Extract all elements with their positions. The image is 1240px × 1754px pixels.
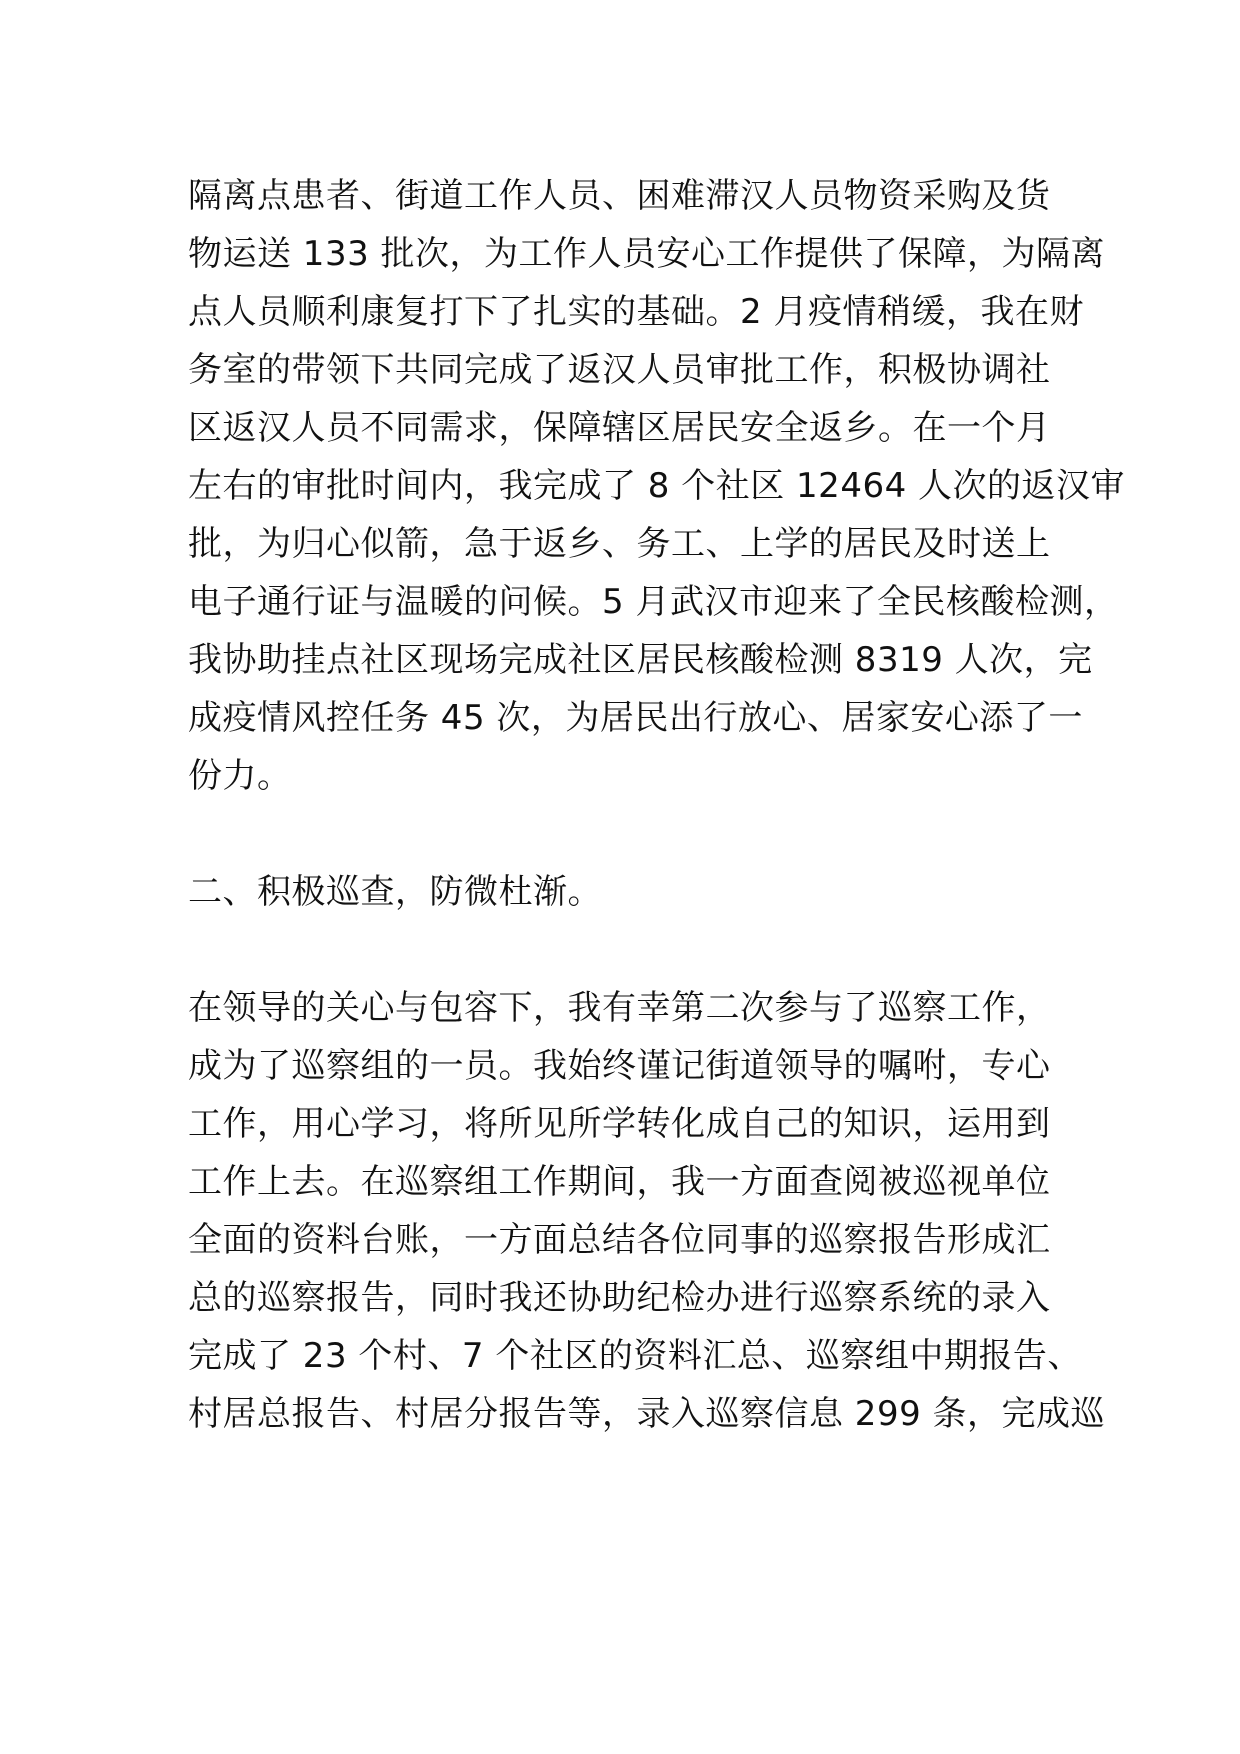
paragraph-2-line: 工作上去。在巡察组工作期间，我一方面查阅被巡视单位 — [188, 1162, 1051, 1202]
paragraph-1-line: 我协助挂点社区现场完成社区居民核酸检测 8319 人次，完 — [188, 640, 1093, 680]
paragraph-2-line: 总的巡察报告，同时我还协助纪检办进行巡察系统的录入 — [188, 1278, 1051, 1318]
paragraph-1-line: 批，为归心似箭，急于返乡、务工、上学的居民及时送上 — [188, 524, 1051, 564]
paragraph-2-line: 完成了 23 个村、7 个社区的资料汇总、巡察组中期报告、 — [188, 1336, 1082, 1376]
paragraph-1-line: 份力。 — [188, 756, 292, 796]
paragraph-2-line: 工作，用心学习，将所见所学转化成自己的知识，运用到 — [188, 1104, 1051, 1144]
paragraph-1-line: 隔离点患者、街道工作人员、困难滞汉人员物资采购及货 — [188, 176, 1051, 216]
paragraph-1-line: 左右的审批时间内，我完成了 8 个社区 12464 人次的返汉审 — [188, 466, 1126, 506]
paragraph-1-line: 电子通行证与温暖的问候。5 月武汉市迎来了全民核酸检测， — [188, 582, 1119, 622]
paragraph-1-line: 成疫情风控任务 45 次，为居民出行放心、居家安心添了一 — [188, 698, 1083, 738]
paragraph-2-line: 成为了巡察组的一员。我始终谨记街道领导的嘱咐，专心 — [188, 1046, 1051, 1086]
paragraph-2-line: 村居总报告、村居分报告等，录入巡察信息 299 条，完成巡 — [188, 1394, 1106, 1434]
paragraph-2-line: 在领导的关心与包容下，我有幸第二次参与了巡察工作， — [188, 988, 1051, 1028]
paragraph-1-line: 务室的带领下共同完成了返汉人员审批工作，积极协调社 — [188, 350, 1051, 390]
paragraph-1-line: 物运送 133 批次，为工作人员安心工作提供了保障，为隔离 — [188, 234, 1106, 274]
paragraph-2-line: 全面的资料台账，一方面总结各位同事的巡察报告形成汇 — [188, 1220, 1051, 1260]
section-heading: 二、积极巡查，防微杜渐。 — [188, 872, 602, 912]
paragraph-1-line: 区返汉人员不同需求，保障辖区居民安全返乡。在一个月 — [188, 408, 1051, 448]
paragraph-1-line: 点人员顺利康复打下了扎实的基础。2 月疫情稍缓，我在财 — [188, 292, 1084, 332]
